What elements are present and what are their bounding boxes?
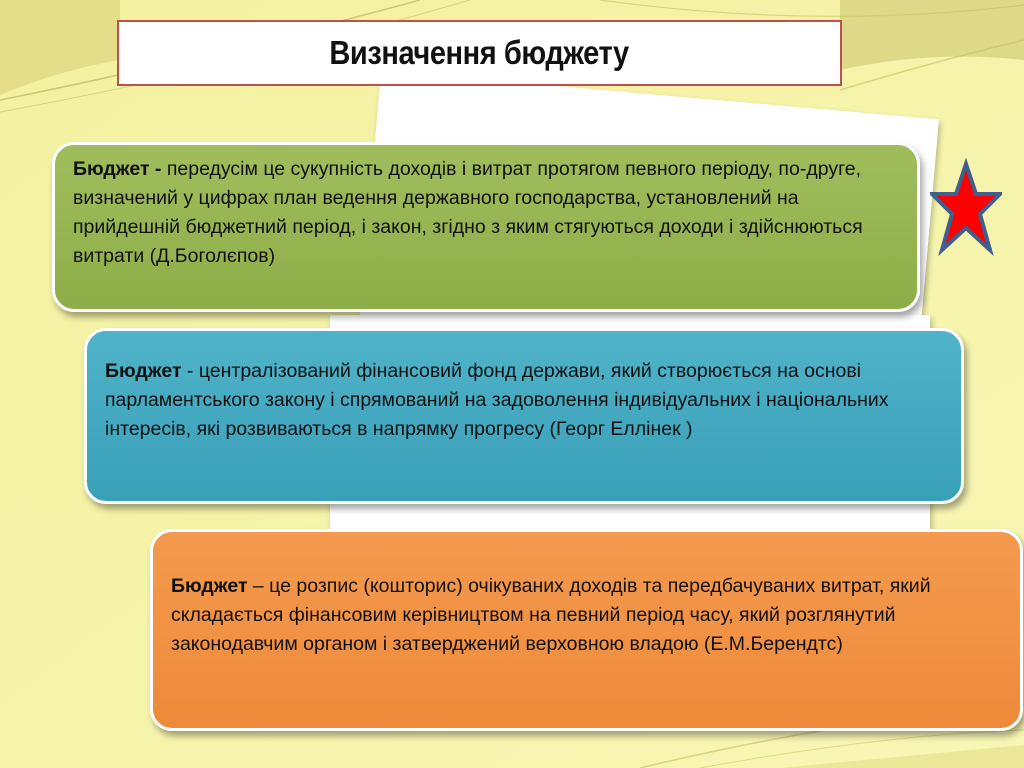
definition-text <box>105 357 943 444</box>
definition-term: Бюджет - <box>73 158 162 180</box>
definition-body: передусім це сукупність доходів і витрат протягом певного періоду, по-друге, визначений у цифрах план ведення державного господарства, установлений на прийдешній бюджетний період, і закон, згідно з яким стягуються доходи і здійснюються витрати (Д.Боголєпов) <box>73 158 863 267</box>
definition-term: Бюджет <box>171 575 248 597</box>
red-star-icon <box>930 158 1002 258</box>
slide-title: Визначення бюджету <box>329 34 630 71</box>
definition-card-jellinek <box>84 328 964 504</box>
definition-card-berendts <box>150 529 1023 731</box>
definition-body: – це розпис (кошторис) очікуваних доходів та передбачуваних витрат, який складається фінансовим керівництвом на певний період часу, який розглянутий законодавчим органом і затверджений верховною владою (Е.М.Берендтс) <box>171 575 931 655</box>
definition-card-bogolepov <box>52 142 920 312</box>
definition-text <box>171 572 1002 659</box>
definition-term: Бюджет <box>105 360 182 382</box>
definition-body: - централізований фінансовий фонд держави, який створюється на основі парламентського закону і спрямований на задоволення індивідуальних і національних інтересів, які розвиваються в напрямку прогресу (Георг Еллінек ) <box>105 360 889 440</box>
title-box <box>117 20 842 86</box>
definition-text <box>73 155 899 271</box>
